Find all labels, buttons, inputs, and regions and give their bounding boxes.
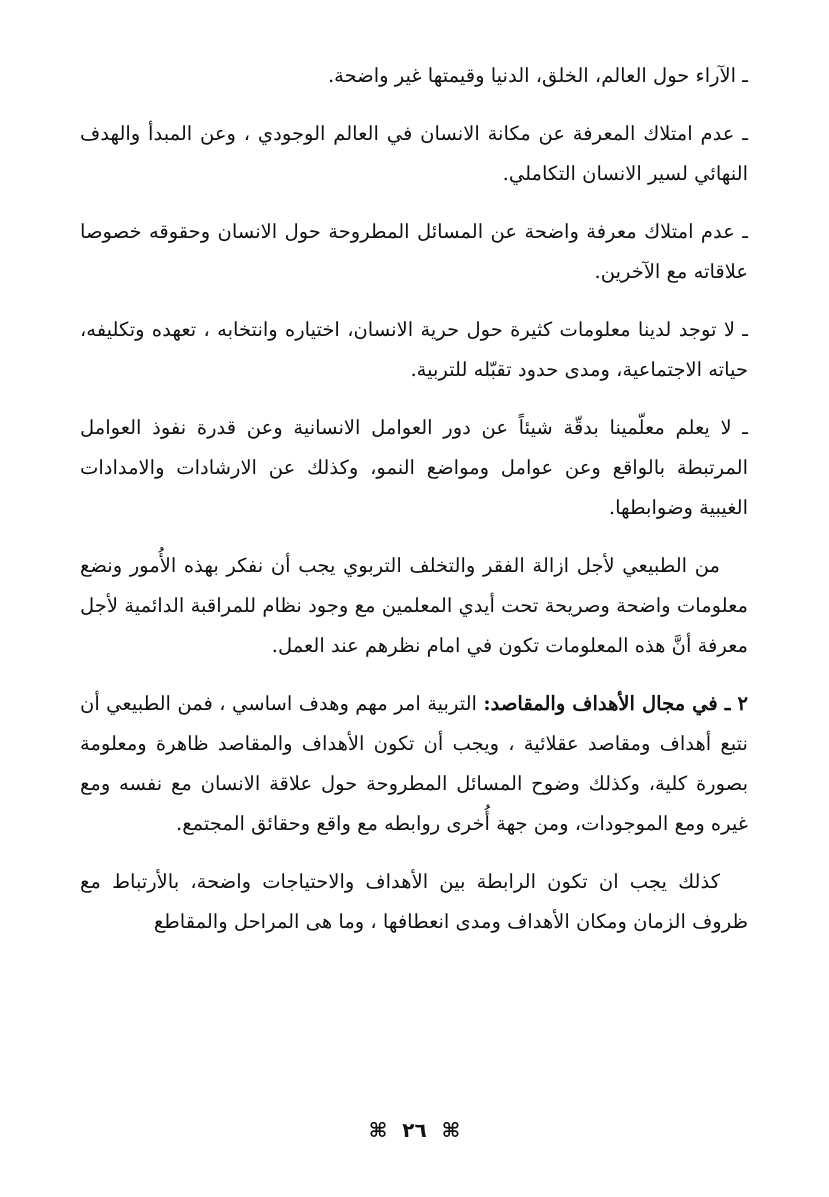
ornament-icon: ⌘ xyxy=(441,1118,461,1142)
bullet-paragraph-1: ـ الآراء حول العالم، الخلق، الدنيا وقيمتها غير واضحة. xyxy=(327,64,748,87)
page-number: ٢٦ xyxy=(402,1118,427,1142)
bullet-paragraph-2: ـ عدم امتلاك المعرفة عن مكانة الانسان في العالم الوجودي ، وعن المبدأ والهدف النهائي لسير الانسان التكاملي. xyxy=(80,122,748,185)
bullet-paragraph-3: ـ عدم امتلاك معرفة واضحة عن المسائل المطروحة حول الانسان وحقوقه خصوصا علاقاته مع الآخرين. xyxy=(80,220,748,283)
section-2-body: التربية امر مهم وهدف اساسي ، فمن الطبيعي أن نتبع أهداف ومقاصد عقلائية ، ويجب أن تكون الأهداف والمقاصد ظاهرة ومعلومة بصورة كلية، وكذلك وضوح المسائل المطروحة حول علاقة الانسان مع نفسه ومع غيره ومع الموجودات، ومن جهة أُخرى روابطه مع واقع وحقائق المجتمع. xyxy=(80,692,748,835)
page-footer xyxy=(0,1118,829,1142)
section-2-heading: ٢ ـ في مجال الأهداف والمقاصد: xyxy=(483,692,748,715)
bullet-paragraph-5: ـ لا يعلم معلّمينا بدقّة شيئاً عن دور العوامل الانسانية وعن قدرة نفوذ العوامل المرتبطة بالواقع وعن عوامل ومواضع النمو، وكذلك عن الارشادات والامدادات الغيبية وضوابطها. xyxy=(80,416,748,519)
section-2-paragraph xyxy=(80,684,748,844)
last-paragraph: كذلك يجب ان تكون الرابطة بين الأهداف والاحتياجات واضحة، بالأرتباط مع ظروف الزمان ومكان الأهداف ومدى انعطافها ، وما هى المراحل والمقاطع xyxy=(80,870,748,933)
ornament-icon: ⌘ xyxy=(368,1118,388,1142)
conclusion-paragraph: من الطبيعي لأجل ازالة الفقر والتخلف التربوي يجب أن نفكر بهذه الأُمور ونضع معلومات واضحة وصريحة تحت أيدي المعلمين مع وجود نظام للمراقبة الدائمية لأجل معرفة أنَّ هذه المعلومات تكون في امام نظرهم عند العمل. xyxy=(80,554,748,657)
document-page xyxy=(80,56,748,960)
bullet-paragraph-4: ـ لا توجد لدينا معلومات كثيرة حول حرية الانسان، اختياره وانتخابه ، تعهده وتكليفه، حياته الاجتماعية، ومدى حدود تقبّله للتربية. xyxy=(80,318,748,381)
